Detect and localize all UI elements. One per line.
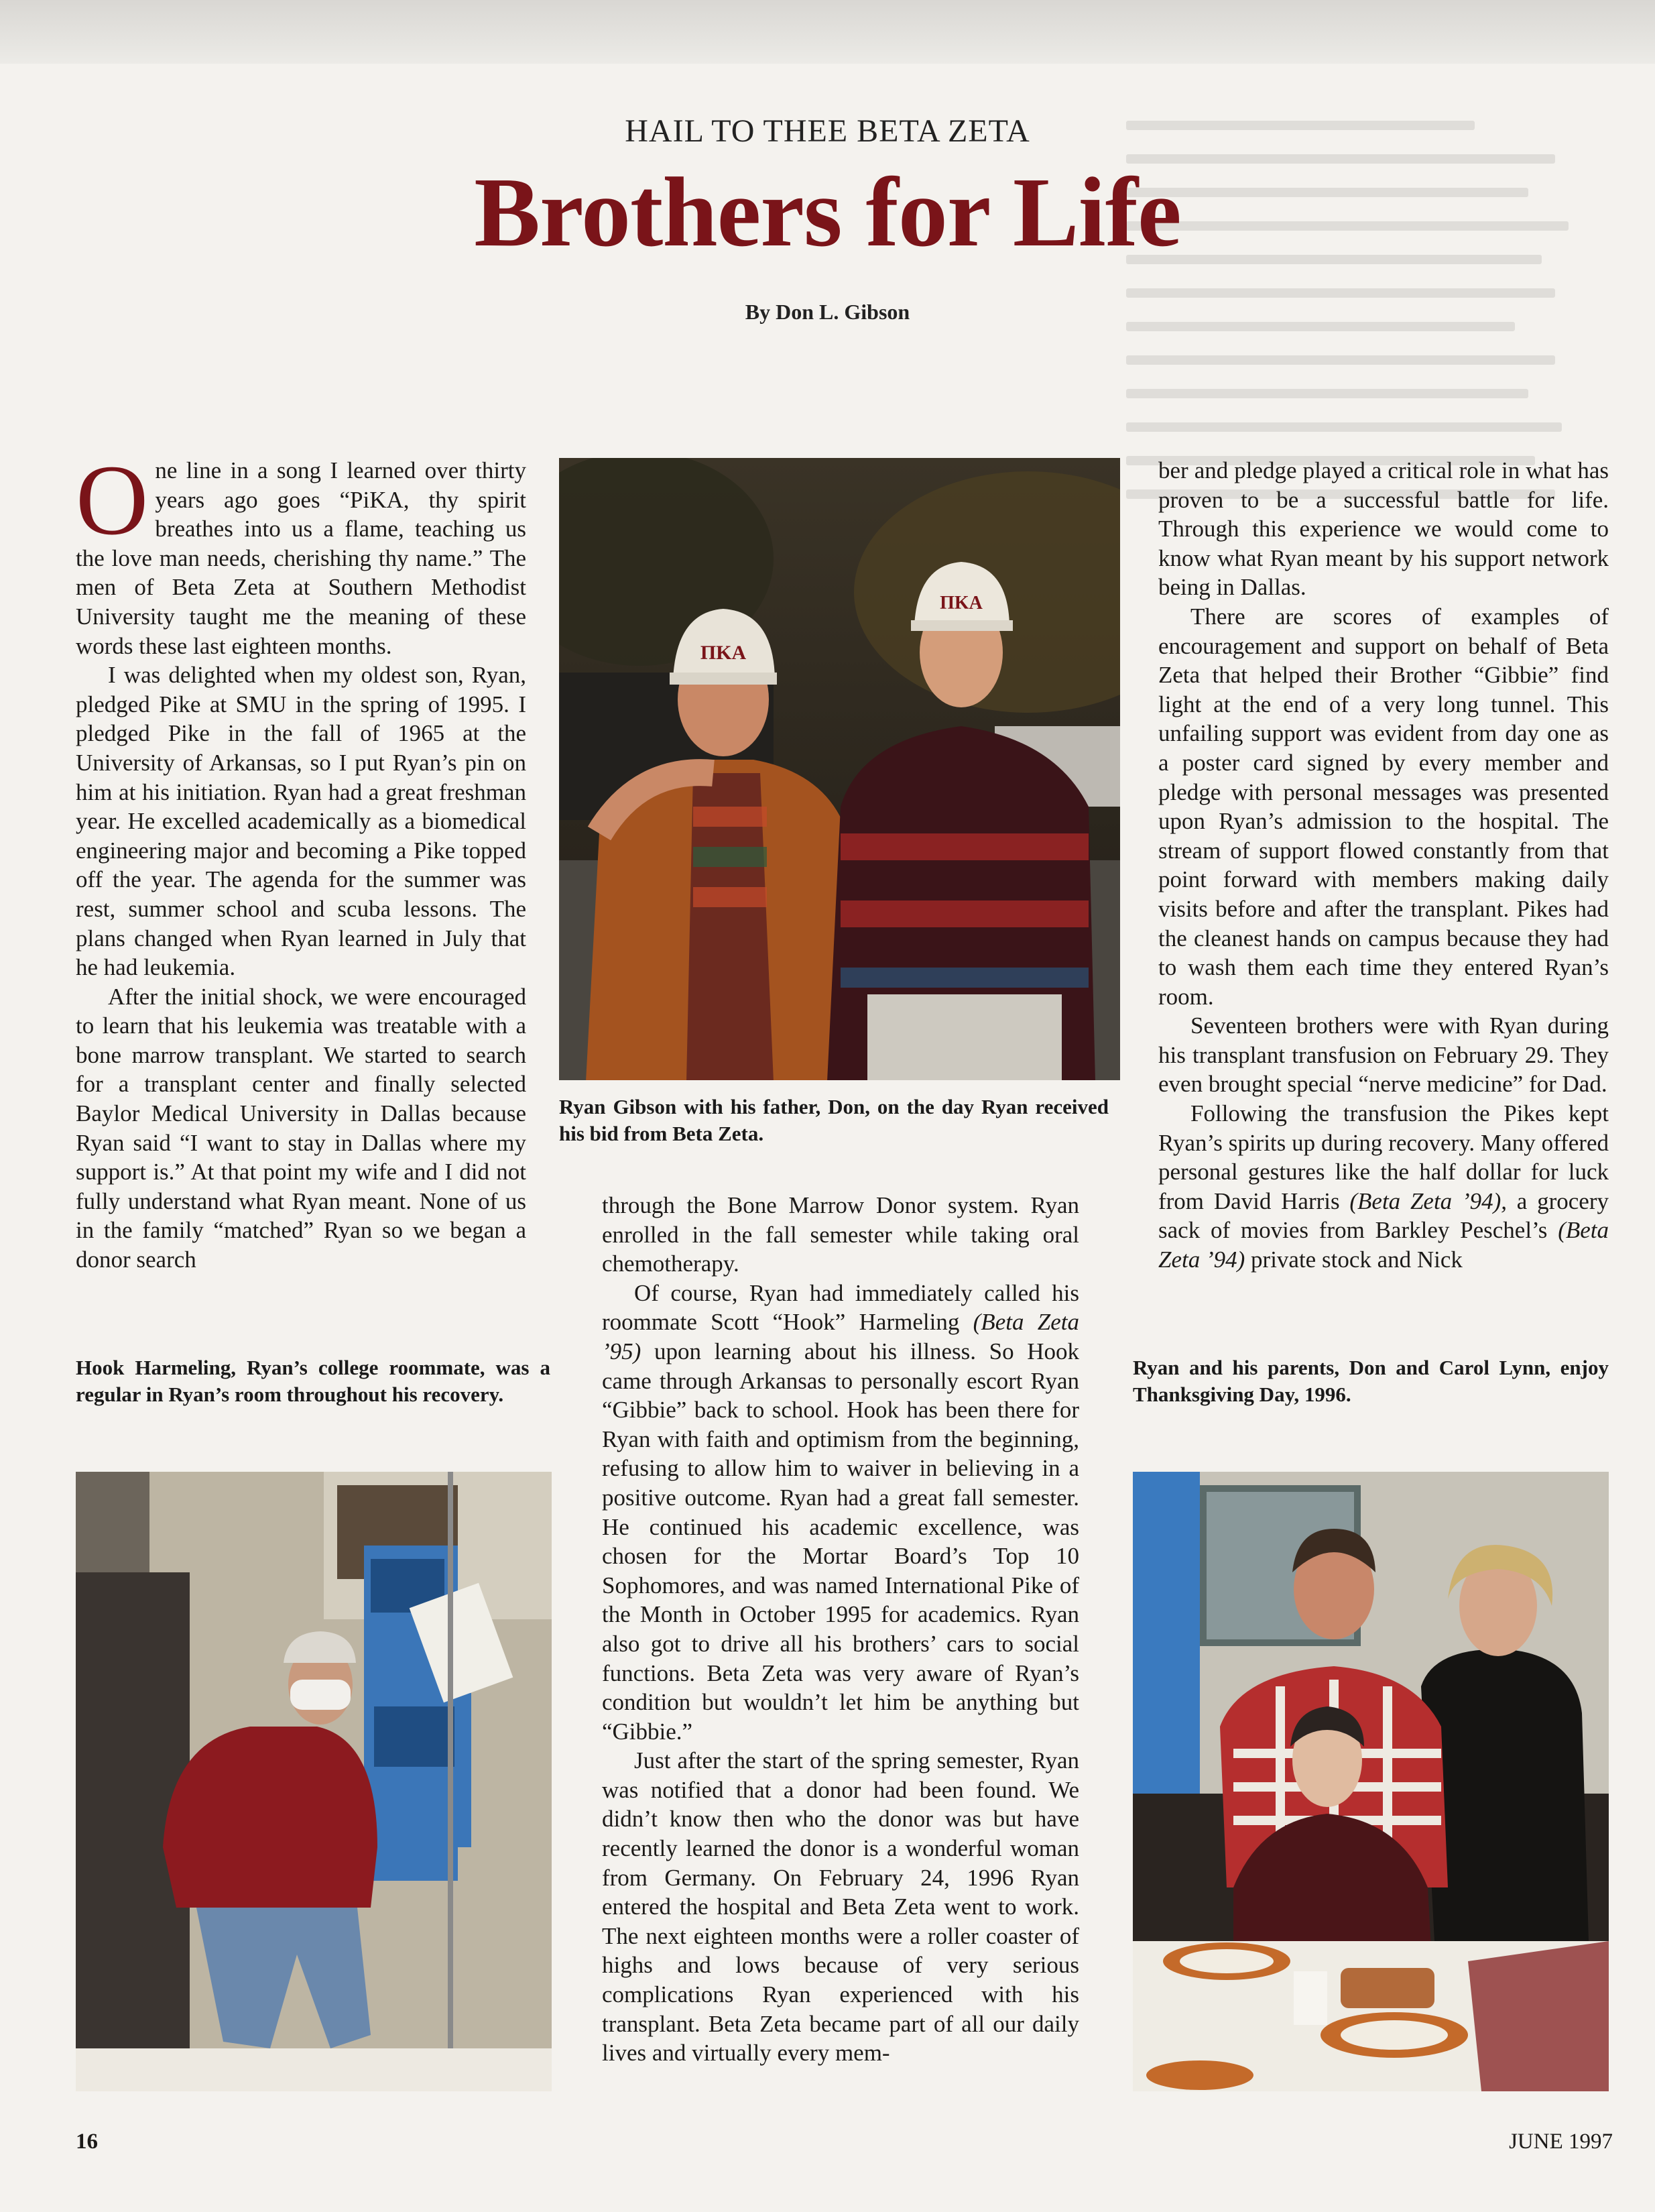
paragraph-col3-2: There are scores of examples of encouragement and support on behalf of Beta Zeta that helped their Brother “Gibbie” find light at the end of a very long tunnel. This unfailing support was evident from day one as a poster card signed by every member and pledge with personal messages was presented upon Ryan’s admission to the hospital. The stream of support flowed constantly from that point forward with members making daily visits before and after the transplant. Pikes had the cleanest hands on campus because they had to wash them each time they entered Ryan’s room. [1158,603,1609,1010]
paragraph-2: I was delighted when my oldest son, Ryan, pledged Pike at SMU in the spring of 1995. I pledged Pike in the fall of 1965 at the University of Arkansas, so I put Ryan’s pin on him at his initiation. Ryan had a great freshman year. He excelled academically as a biomedical engineering major and becoming a Pike topped off the year. The agenda for the summer was rest, summer school and scuba lessons. The plans changed when Ryan learned in July that he had leukemia. [76,662,526,981]
column-3 [1158,456,1609,1275]
cap-letters-right: ΠΚΑ [940,593,983,614]
paragraph-col3-4: Following the transfusion the Pikes kept Ryan’s spirits up during recovery. Many offered personal gestures like the half dollar for luck from David Harris (Beta Zeta ’94), a grocery sack of movies from Barkley Peschel’s (Beta Zeta ’94) private stock and Nick [1158,1100,1609,1273]
caption-left-photo: Hook Harmeling, Ryan’s college roommate, was a regular in Ryan’s room throughout his recovery. [76,1356,550,1406]
paragraph-col3-3: Seventeen brothers were with Ryan during his transplant transfusion on February 29. They even brought special “nerve medicine” for Dad. [1158,1012,1609,1098]
drop-cap: O [76,445,149,556]
scan-top-band [0,0,1655,64]
paragraph-col2-2: Of course, Ryan had immediately called his roommate Scott “Hook” Harmeling (Beta Zeta ’95) upon learning about his illness. So Hook came through Arkansas to personally escort Ryan “Gibbie” back to school. Hook has been there for Ryan with faith and optimism from the beginning, refusing to allow him to waiver in believing in a positive outcome. Ryan had a great fall semester. He continued his academic excellence, was chosen for the Mortar Board’s Top 10 Sophomores, and was named International Pike of the Month in October 1995 for academics. Ryan also got to drive all his brothers’ cars to social functions. Beta Zeta was very aware of Ryan’s condition but wouldn’t let him be anything but “Gibbie.” [602,1279,1079,1745]
paragraph-col2-1: through the Bone Marrow Donor system. Ryan enrolled in the fall semester while taking oral chemotherapy. [602,1192,1079,1277]
photo-hook-harmeling [76,1472,552,2091]
cap-letters-left: ΠΚΑ [700,642,747,664]
photo-ryan-and-father [559,458,1120,1080]
photo-hook-harmeling-image [76,1472,552,2091]
column-1 [76,445,526,1275]
article-kicker: HAIL TO THEE BETA ZETA [625,113,1030,149]
issue-date: JUNE 1997 [1509,2130,1613,2154]
paragraph-col2-3: Just after the start of the spring semester, Ryan was notified that a donor had been found. We didn’t know then who the donor was but have recently learned the donor is a wonderful woman from Germany. On February 24, 1996 Ryan entered the hospital and Beta Zeta went to work. The next eighteen months were a roller coaster of highs and lows because of very serious complications Ryan experienced with his transplant. Beta Zeta became part of all our daily lives and virtually every mem- [602,1747,1079,2067]
article-title: Brothers for Life [474,158,1181,268]
paragraph-1: One line in a song I learned over thirty years ago goes “PiKA, thy spirit breathes into us a flame, teaching us the love man needs, cherishing thy name.” The men of Beta Zeta at Southern Methodist University taught me the meaning of these words these last eighteen months. [76,445,526,659]
paragraph-col3-1: ber and pledge played a critical role in what has proven to be a successful battle for life. Through this experience we would come to know what Ryan meant by his support network being in Dallas. [1158,457,1609,601]
paragraph-3: After the initial shock, we were encouraged to learn that his leukemia was treatable with a bone marrow transplant. We started to search for a transplant center and finally selected Baylor Medical University in Dallas because Ryan said “I want to stay in Dallas where my support is.” At that point my wife and I did not fully understand what Ryan meant. None of us in the family “matched” Ryan so we began a donor search [76,983,526,1273]
byline: By Don L. Gibson [745,300,910,324]
photo-thanksgiving-image [1133,1472,1609,2091]
photo-ryan-and-father-image [559,458,1120,1080]
page-number: 16 [76,2130,98,2154]
caption-top-photo: Ryan Gibson with his father, Don, on the day Ryan received his bid from Beta Zeta. [559,1095,1109,1145]
caption-right-photo: Ryan and his parents, Don and Carol Lynn, enjoy Thanksgiving Day, 1996. [1133,1356,1609,1406]
photo-thanksgiving-family [1133,1472,1609,2091]
column-2 [602,1191,1079,2068]
